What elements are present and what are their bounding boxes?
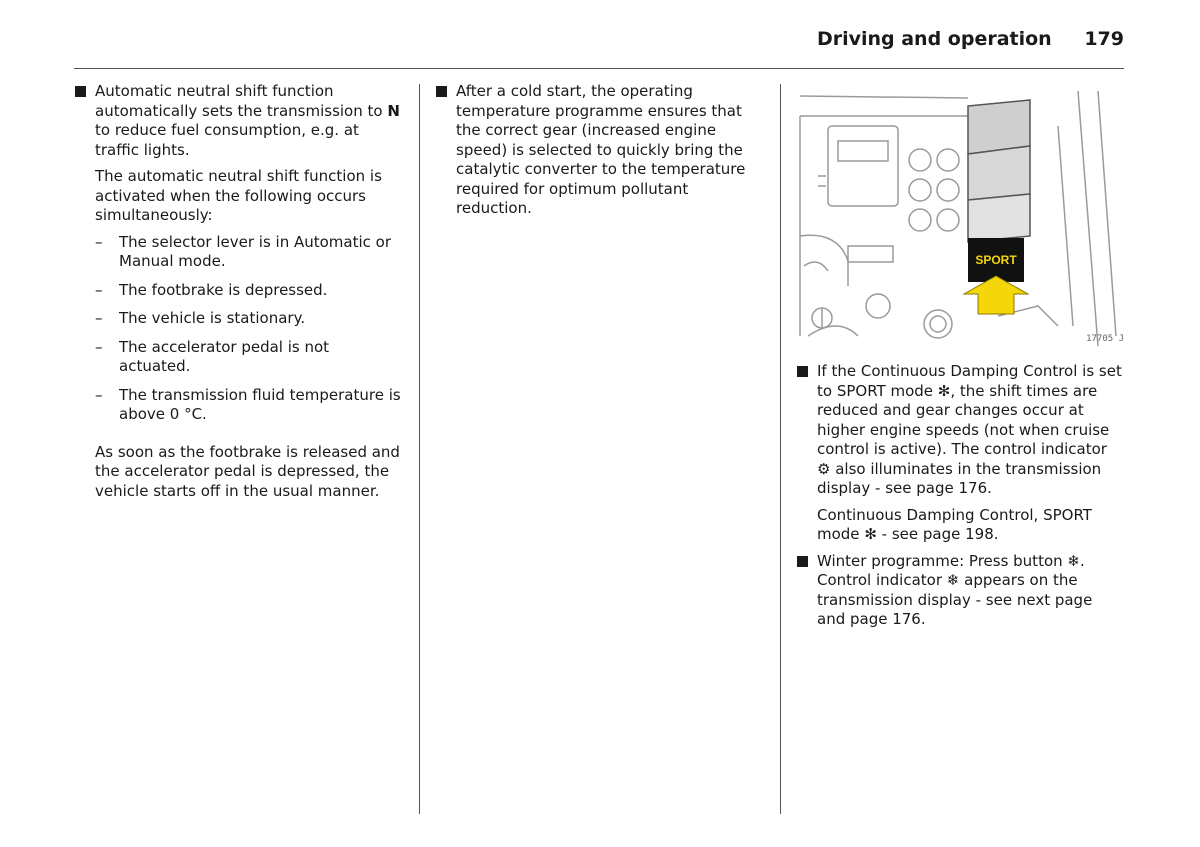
bullet-square-icon <box>797 556 808 567</box>
sport-mode-bullet <box>797 362 1124 499</box>
sport-button-label: SPORT <box>975 253 1017 267</box>
condition-text: The selector lever is in Automatic or Manual mode. <box>119 232 392 270</box>
winter-mode-icon: ❄ <box>1067 551 1080 570</box>
drive-off-paragraph: As soon as the footbrake is released and the accelerator pedal is depressed, the vehicle starts off in the usual manner. <box>95 442 400 500</box>
reference-text: - see page 198. <box>876 525 999 543</box>
condition-text: The footbrake is depressed. <box>119 280 328 299</box>
column-divider-2 <box>780 84 781 814</box>
reference-text: Continuous Damping Control, SPORT mode <box>817 505 1092 543</box>
bullet-square-icon <box>75 86 86 97</box>
condition-text: The transmission fluid temperature is above 0 °C. <box>119 385 401 423</box>
dash-glyph: – <box>95 337 103 356</box>
list-item <box>95 281 405 301</box>
neutral-shift-bullet <box>75 82 405 160</box>
bullet-text: appears on the transmission display - see next page and page 176. <box>817 571 1093 628</box>
dash-glyph: – <box>95 385 103 404</box>
bullet-text: also illuminates in the transmission display - see page 176. <box>817 459 1102 497</box>
dash-glyph: – <box>95 309 103 327</box>
cold-start-bullet <box>436 82 748 219</box>
condition-text: The vehicle is stationary. <box>119 309 306 327</box>
bullet-text: If the Continuous Damping Control is set to SPORT mode <box>817 362 1122 400</box>
bullet-text: , the shift times are reduced and gear changes occur at higher engine speeds (not when cruise control is active). The control indicator <box>817 381 1110 458</box>
dash-glyph: – <box>95 280 103 299</box>
page-number: 179 <box>1084 28 1124 50</box>
list-item <box>95 386 405 425</box>
control-indicator-icon: ⚙ <box>817 459 831 478</box>
damping-control-reference <box>797 506 1124 545</box>
figure-number: 17705 J <box>1086 334 1124 344</box>
list-item <box>95 338 405 377</box>
condition-text: The accelerator pedal is not actuated. <box>119 337 330 375</box>
winter-programme-bullet <box>797 552 1124 630</box>
page-title: Driving and operation <box>816 28 1052 50</box>
bullet-text: After a cold start, the operating temperature programme ensures that the correct gear (increased engine speed) is selected to quickly bring the catalytic converter to the temperature required for optimum pollutant reduction. <box>456 82 746 217</box>
bullet-text: Winter programme: Press button <box>817 551 1068 570</box>
column-divider-1 <box>419 84 420 814</box>
dash-glyph: – <box>95 232 103 251</box>
bullet-text: . Control indicator <box>817 551 1085 589</box>
bullet-square-icon <box>797 366 808 377</box>
sport-mode-icon: ✻ <box>864 525 877 543</box>
list-item <box>95 233 405 272</box>
bullet-text: Automatic neutral shift function automatically sets the transmission to <box>95 82 388 120</box>
column-1 <box>75 82 405 508</box>
activation-intro: The automatic neutral shift function is activated when the following occurs simultaneously: <box>95 167 382 224</box>
list-item <box>95 309 405 329</box>
bullet-text-end: to reduce fuel consumption, e.g. at traffic lights. <box>95 121 359 159</box>
sport-mode-icon: ✻ <box>937 381 951 400</box>
page-header <box>0 28 1124 50</box>
condition-list <box>75 233 405 425</box>
header-rule <box>74 68 1124 69</box>
bullet-square-icon <box>436 86 447 97</box>
gear-n-label: N <box>387 101 400 120</box>
column-3 <box>797 362 1124 637</box>
column-2 <box>436 82 748 226</box>
dashboard-illustration <box>798 86 1124 348</box>
winter-indicator-icon: ❄ <box>946 571 960 589</box>
sport-button-figure <box>798 86 1124 348</box>
